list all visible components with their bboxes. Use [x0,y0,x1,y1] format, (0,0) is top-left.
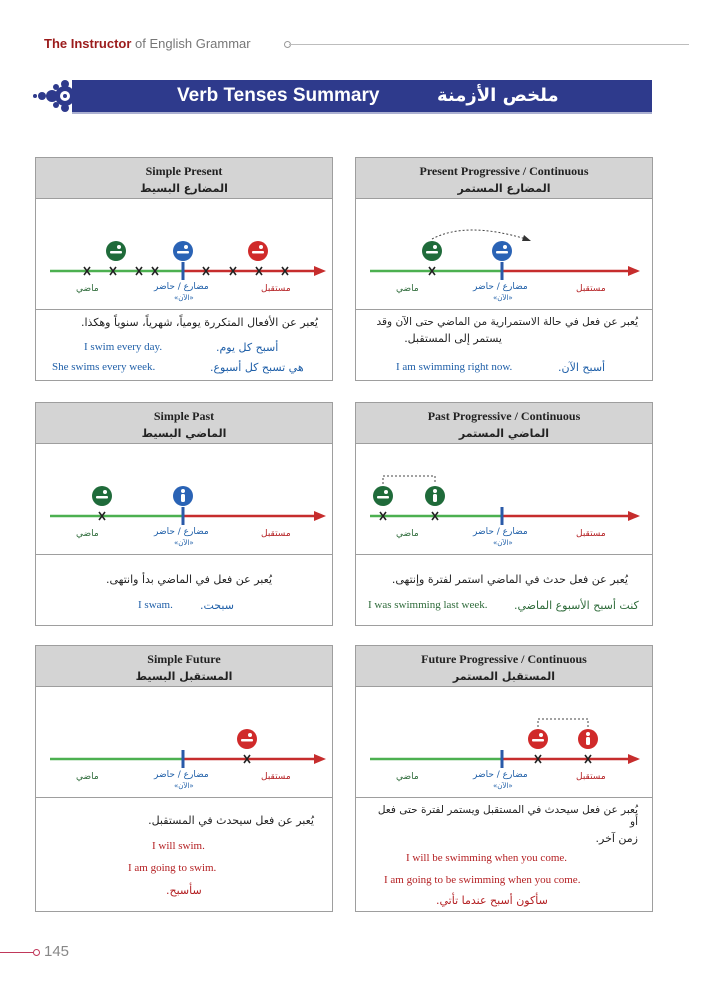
description-ar: زمن آخر. [595,832,638,845]
timeline-diagram [36,444,332,555]
banner-underline [72,112,652,114]
label-now: «الآن» [174,539,194,547]
description-ar: يُعبر عن فعل حدث في الماضي استمر لفترة وإنتهى. [391,573,628,586]
description-ar: يستمر إلى المستقبل. [404,332,502,345]
panel-title-en: Simple Future [147,652,221,666]
panel-past-progressive [355,402,653,626]
example-ar: هي تسبح كل أسبوع. [210,361,304,374]
panel-title-ar: المستقبل المستمر [452,670,556,683]
label-past: ماضي [76,772,99,782]
panel-title-ar: المضارع المستمر [457,182,551,195]
example-en: She swims every week. [52,361,156,373]
brand-title: The Instructor [44,36,132,51]
description-ar: يُعبر عن فعل سيحدث في المستقبل ويستمر لفترة حتى فعل أو [377,804,638,828]
title-banner [72,80,652,112]
panel-present-progressive [355,157,653,381]
label-past: ماضي [76,529,99,539]
label-now: «الآن» [493,294,513,302]
label-present: مضارع / حاضر [154,527,209,537]
label-present: مضارع / حاضر [473,770,528,780]
timeline-diagram [36,687,332,798]
description-ar: يُعبر عن فعل في الماضي بدأ وانتهى. [106,573,272,586]
label-present: مضارع / حاضر [473,282,528,292]
panel-description [356,555,652,625]
example-ar: سبحت. [200,599,234,612]
example-ar: كنت أسبح الأسبوع الماضي. [514,599,639,612]
panel-header [36,403,332,444]
label-present: مضارع / حاضر [154,770,209,780]
description-ar: يُعبر عن فعل سيحدث في المستقبل. [148,814,314,827]
example-ar: سأسبح. [166,884,202,897]
label-past: ماضي [396,284,419,294]
timeline-diagram [356,687,652,798]
label-now: «الآن» [493,539,513,547]
label-future: مستقبل [261,284,291,294]
example-en: I swim every day. [84,341,163,353]
panel-title-en: Simple Past [153,409,215,423]
example-en: I will be swimming when you come. [406,852,568,864]
panel-simple-past [35,402,333,626]
label-future: مستقبل [576,284,606,294]
page-number-dot [33,949,40,956]
panel-description [356,798,652,911]
label-past: ماضي [396,529,419,539]
example-en: I am going to swim. [128,862,217,874]
label-present: مضارع / حاضر [154,282,209,292]
label-future: مستقبل [576,772,606,782]
header-rule [289,44,689,45]
label-future: مستقبل [261,529,291,539]
example-en: I will swim. [152,840,205,852]
label-now: «الآن» [493,782,513,790]
panel-header [36,646,332,687]
example-en: I was swimming last week. [368,599,488,611]
banner-title-en: Verb Tenses Summary [177,85,380,106]
brand-subtitle: of English Grammar [131,36,251,51]
panel-description [356,310,652,380]
panel-title-ar: الماضي البسيط [141,427,227,440]
panel-title-ar: المضارع البسيط [140,182,228,195]
panel-header [356,646,652,687]
panel-description [36,310,332,380]
panel-description [36,555,332,625]
panel-title-ar: المستقبل البسيط [135,670,233,683]
example-en: I swam. [138,599,173,611]
example-ar: أسبح الآن. [558,361,606,374]
example-en: I am going to be swimming when you come. [384,874,581,886]
timeline-diagram [356,444,652,555]
description-ar: يُعبر عن الأفعال المتكررة يومياً، شهرياً، سنوياً وهكذا. [80,316,318,329]
panel-title-ar: الماضي المستمر [458,427,550,440]
label-past: ماضي [396,772,419,782]
panel-header [356,158,652,199]
description-ar: يُعبر عن فعل في حالة الاستمرارية من الماضي حتى الآن وقد [376,316,638,328]
example-ar: سأكون أسبح عندما تأتي. [436,894,548,907]
panel-title-en: Future Progressive / Continuous [421,652,587,666]
label-future: مستقبل [261,772,291,782]
label-future: مستقبل [576,529,606,539]
panel-title-en: Present Progressive / Continuous [419,164,589,178]
label-past: ماضي [76,284,99,294]
label-now: «الآن» [174,294,194,302]
panel-simple-present [35,157,333,381]
timeline-diagram [36,199,332,310]
example-ar: أسبح كل يوم. [216,341,279,354]
label-present: مضارع / حاضر [473,527,528,537]
page-number: 145 [44,943,70,960]
timeline-diagram [356,199,652,310]
label-now: «الآن» [174,782,194,790]
panel-description [36,798,332,911]
example-en: I am swimming right now. [396,361,513,373]
panel-header [356,403,652,444]
page-number-rule [0,952,34,953]
panel-title-en: Past Progressive / Continuous [427,409,581,423]
banner-title-ar: ملخص الأزمنة [437,85,559,106]
panel-future-progressive [355,645,653,912]
running-header [44,36,251,51]
panel-simple-future [35,645,333,912]
panel-title-en: Simple Present [145,164,223,178]
panel-header [36,158,332,199]
